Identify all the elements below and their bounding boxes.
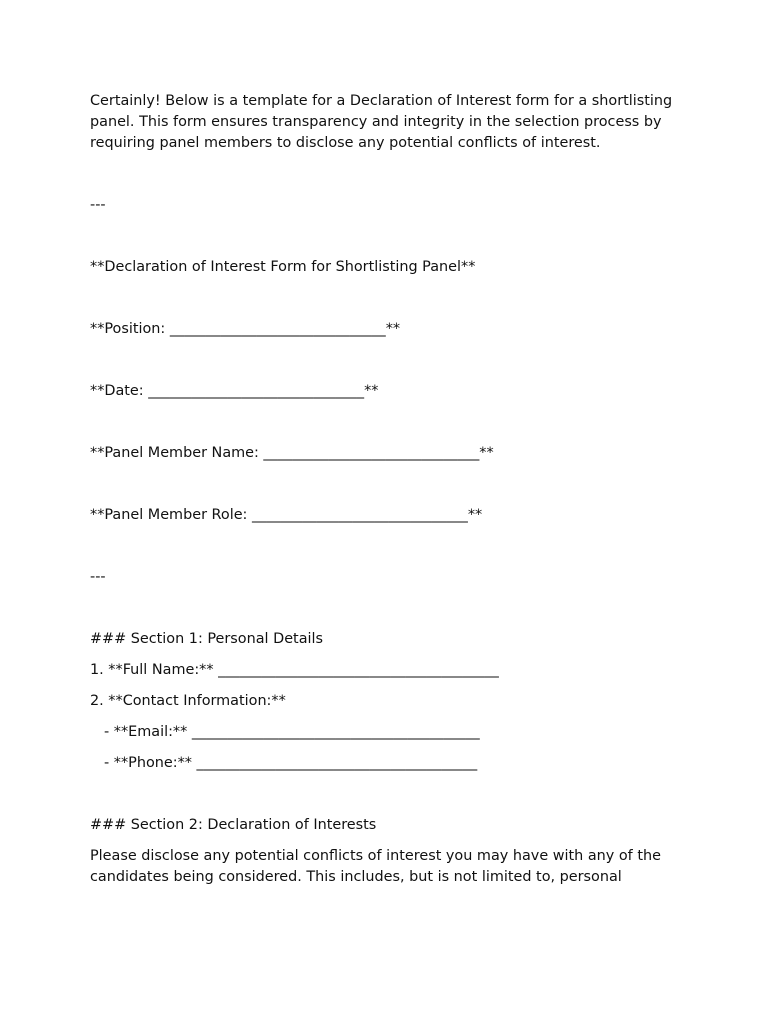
document-page (90, 91, 690, 888)
email-line: - **Email:** ________________________________________ (104, 724, 480, 740)
form-title: **Declaration of Interest Form for Shortlisting Panel** (90, 259, 476, 275)
section2-body: Please disclose any potential conflicts of interest you may have with any of the candidates being considered. This includes, but is not limited to, personal (90, 848, 666, 885)
contact-info-line: 2. **Contact Information:** (90, 693, 286, 709)
section1-heading: ### Section 1: Personal Details (90, 631, 324, 647)
separator: --- (90, 197, 106, 213)
intro-paragraph: Certainly! Below is a template for a Declaration of Interest form for a shortlisting panel. This form ensures transparency and integrity in the selection process by requiring panel members to disclose any potential conflicts of interest. (90, 93, 677, 151)
full-name-line: 1. **Full Name:** _______________________________________ (90, 662, 499, 678)
position-line: **Position: ______________________________** (90, 321, 401, 337)
panel-member-role-line: **Panel Member Role: ______________________________** (90, 507, 483, 523)
section2-heading: ### Section 2: Declaration of Interests (90, 817, 377, 833)
panel-member-name-line: **Panel Member Name: ______________________________** (90, 445, 494, 461)
phone-line: - **Phone:** _______________________________________ (104, 755, 478, 771)
date-line: **Date: ______________________________** (90, 383, 379, 399)
separator: --- (90, 569, 106, 585)
